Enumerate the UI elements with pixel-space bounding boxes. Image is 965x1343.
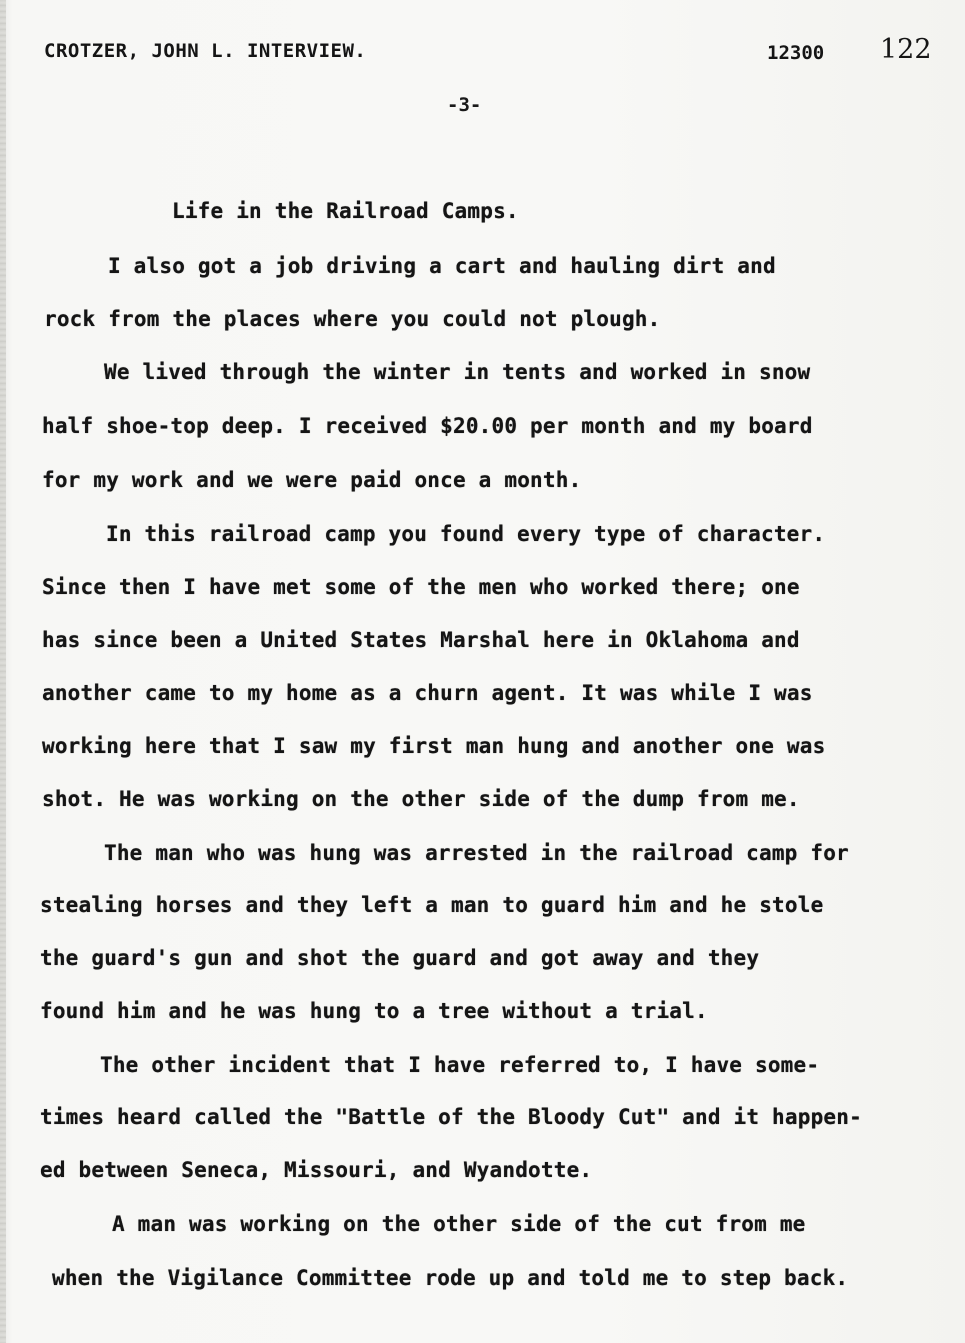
text-line: when the Vigilance Committee rode up and told me to step back. bbox=[52, 1266, 849, 1290]
text-line: shot. He was working on the other side of the dump from me. bbox=[42, 787, 800, 811]
text-line: for my work and we were paid once a month. bbox=[42, 468, 582, 492]
document-code: 12300 bbox=[767, 42, 825, 64]
text-line: the guard's gun and shot the guard and got away and they bbox=[40, 946, 760, 970]
text-line: times heard called the "Battle of the Bloody Cut" and it happen- bbox=[40, 1105, 862, 1129]
text-line: The other incident that I have referred to, I have some- bbox=[100, 1053, 820, 1077]
text-line: rock from the places where you could not plough. bbox=[44, 307, 661, 331]
text-line: The man who was hung was arrested in the railroad camp for bbox=[104, 841, 849, 865]
text-line: I also got a job driving a cart and hauling dirt and bbox=[108, 254, 776, 278]
text-line: has since been a United States Marshal here in Oklahoma and bbox=[42, 628, 800, 652]
scanned-page-edge bbox=[0, 0, 6, 1343]
page-number: 122 bbox=[880, 34, 932, 65]
text-line: ed between Seneca, Missouri, and Wyandotte. bbox=[40, 1158, 593, 1182]
text-line: another came to my home as a churn agent. It was while I was bbox=[42, 681, 813, 705]
text-line: A man was working on the other side of the cut from me bbox=[112, 1212, 806, 1236]
text-line: found him and he was hung to a tree without a trial. bbox=[40, 999, 708, 1023]
text-line: Since then I have met some of the men who worked there; one bbox=[42, 575, 800, 599]
section-heading: Life in the Railroad Camps. bbox=[172, 199, 519, 223]
text-line: working here that I saw my first man hung and another one was bbox=[42, 734, 826, 758]
document-title: CROTZER, JOHN L. INTERVIEW. bbox=[44, 40, 367, 62]
text-line: stealing horses and they left a man to guard him and he stole bbox=[40, 893, 824, 917]
sub-page-number: -3- bbox=[447, 94, 482, 116]
text-line: In this railroad camp you found every type of character. bbox=[106, 522, 826, 546]
text-line: half shoe-top deep. I received $20.00 per month and my board bbox=[42, 414, 813, 438]
text-line: We lived through the winter in tents and worked in snow bbox=[104, 360, 811, 384]
